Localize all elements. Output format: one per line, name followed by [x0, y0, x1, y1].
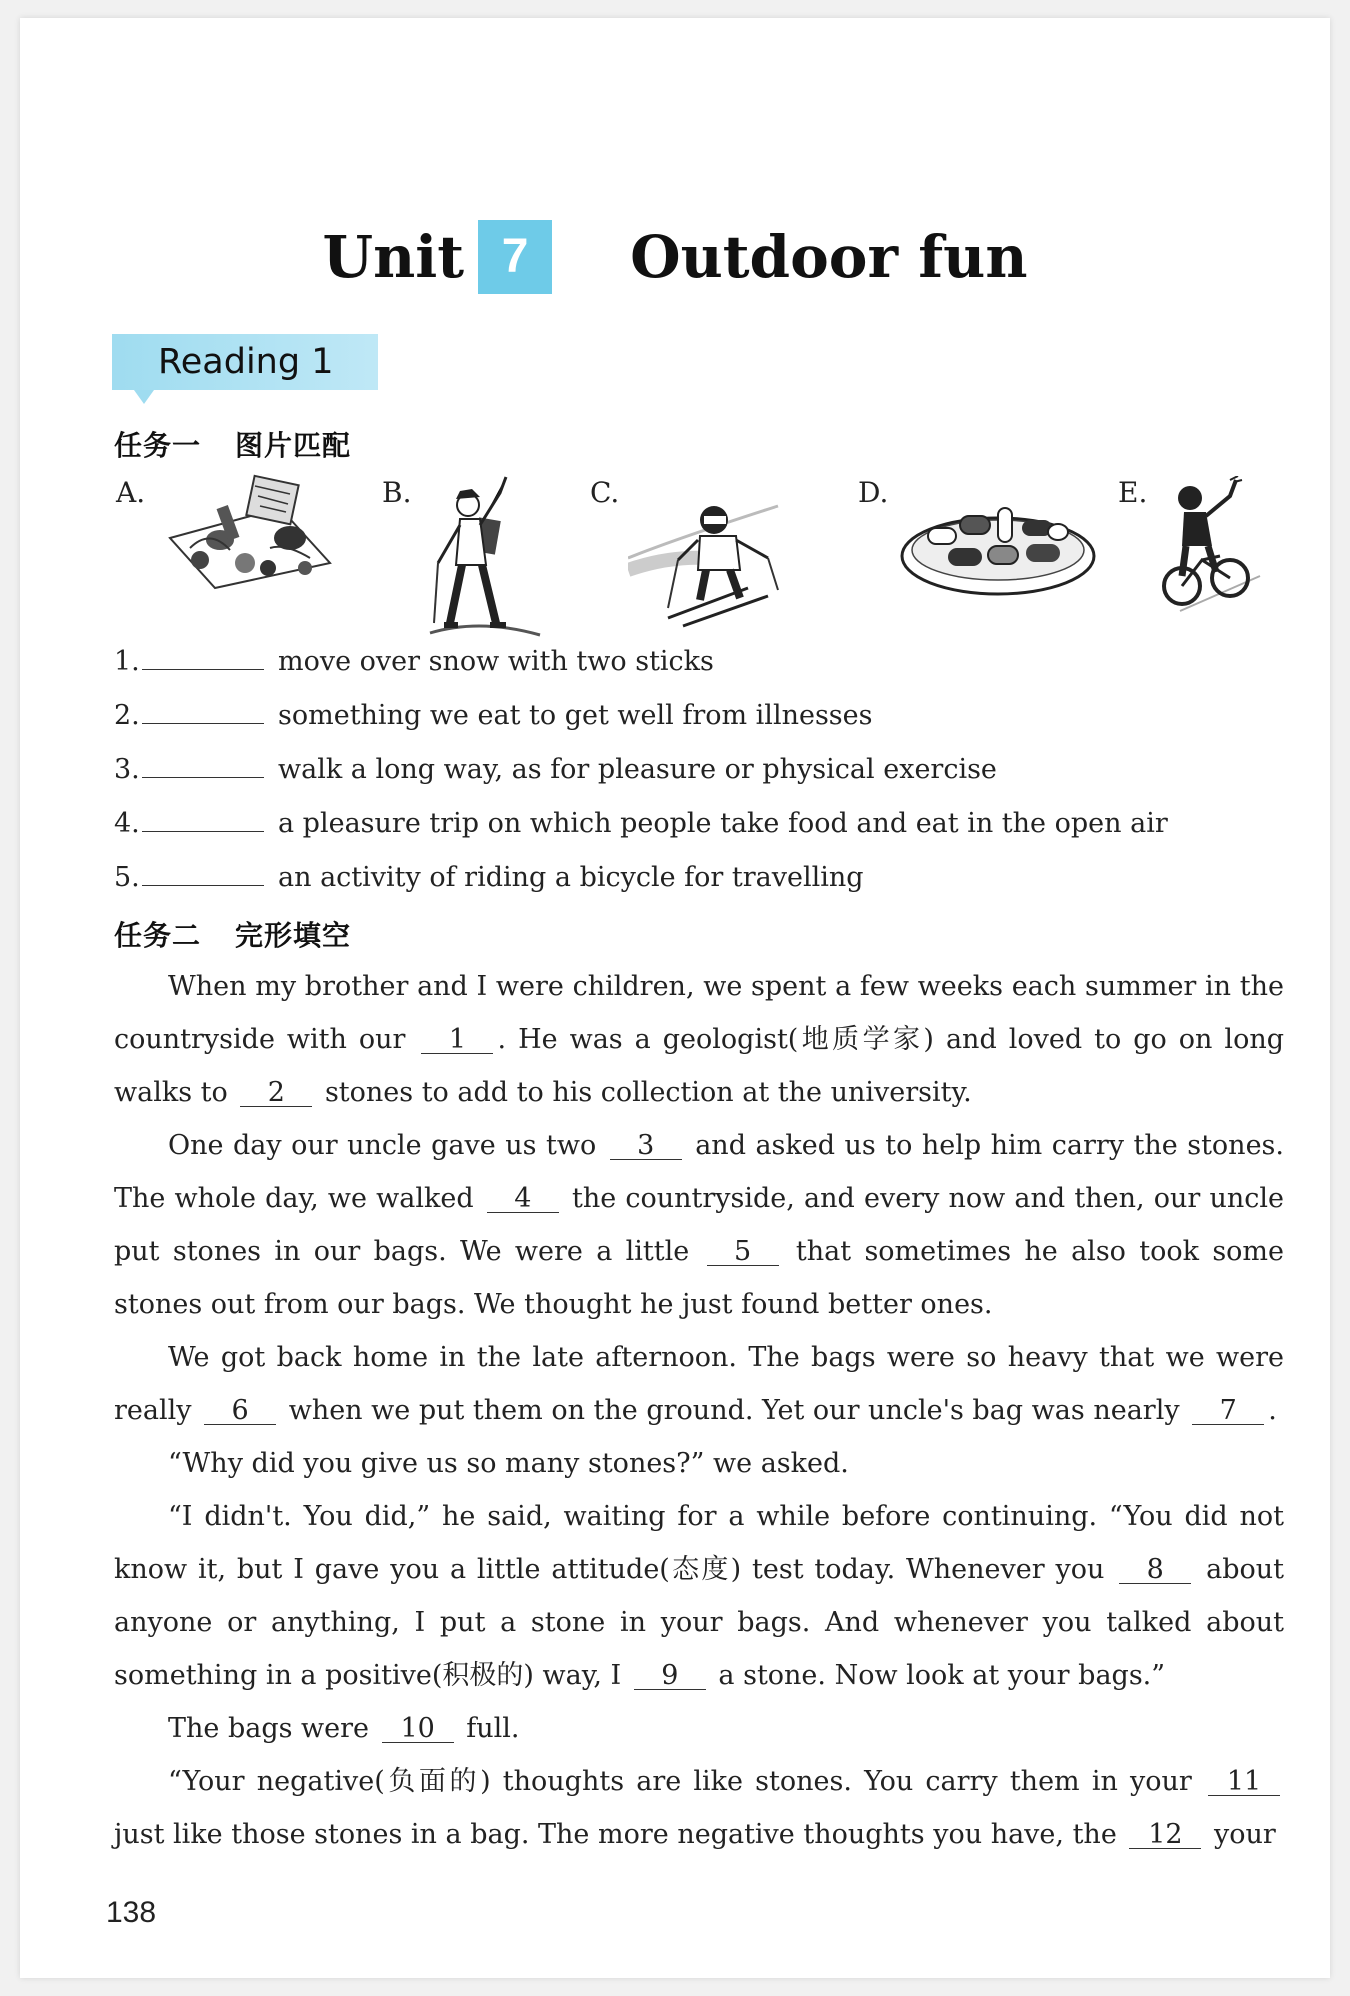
- passage-text: The bags were: [168, 1713, 370, 1744]
- passage-paragraph-2: [114, 1119, 1284, 1331]
- passage-text: about anyone or anything, I put a stone in your bags. And whenever you talked about something in a positive(积极的) way, I: [114, 1554, 1284, 1691]
- passage-text: full.: [466, 1713, 520, 1744]
- cloze-blank-5[interactable]: 5: [707, 1239, 779, 1266]
- cloze-blank-9[interactable]: 9: [634, 1663, 706, 1690]
- passage-text: your: [1213, 1819, 1276, 1850]
- match-text: move over snow with two sticks: [278, 646, 714, 677]
- passage-text: just like those stones in a bag. The more negative thoughts you have, the: [114, 1819, 1117, 1850]
- passage-text: We got back home in the late afternoon. The bags were so heavy that we were really: [114, 1342, 1284, 1426]
- picture-label-b: B.: [382, 476, 412, 509]
- match-item-5: [114, 862, 864, 893]
- skiing-icon: [628, 478, 808, 628]
- match-number: 4.: [114, 808, 140, 839]
- match-number: 5.: [114, 862, 140, 893]
- hiking-icon: [420, 473, 550, 643]
- passage-paragraph-3: [114, 1331, 1284, 1437]
- passage-paragraph-5: [114, 1490, 1284, 1702]
- match-text: something we eat to get well from illnesses: [278, 700, 873, 731]
- reading-tag-label: Reading 1: [158, 342, 334, 382]
- passage-text: the countryside, and every now and then, our uncle put stones in our bags. We were a little: [114, 1183, 1284, 1267]
- cloze-blank-10[interactable]: 10: [382, 1716, 454, 1743]
- passage-text: when we put them on the ground. Yet our uncle's bag was nearly: [288, 1395, 1180, 1426]
- match-item-2: [114, 700, 873, 731]
- task2-label: 任务二: [114, 919, 202, 952]
- passage-text: that sometimes he also took some stones out from our bags. We thought he just found better ones.: [114, 1236, 1285, 1320]
- unit-number-badge: 7: [478, 220, 552, 294]
- passage-text: stones to add to his collection at the university.: [324, 1077, 972, 1108]
- match-text: an activity of riding a bicycle for travelling: [278, 862, 864, 893]
- unit-title: Outdoor fun: [630, 223, 1028, 291]
- task1-heading: [114, 424, 351, 464]
- picture-label-c: C.: [590, 476, 620, 509]
- medicine-icon: [898, 486, 1098, 601]
- task2-heading: [114, 914, 351, 954]
- answer-blank-3[interactable]: [142, 755, 264, 778]
- reading-section-tag: [112, 334, 378, 390]
- match-number: 3.: [114, 754, 140, 785]
- passage-paragraph-7: [114, 1755, 1284, 1861]
- cloze-blank-11[interactable]: 11: [1208, 1769, 1280, 1796]
- passage-paragraph-4: “Why did you give us so many stones?” we asked.: [168, 1448, 849, 1479]
- cloze-blank-3[interactable]: 3: [610, 1133, 682, 1160]
- match-item-1: [114, 646, 714, 677]
- match-text: a pleasure trip on which people take food and eat in the open air: [278, 808, 1168, 839]
- match-item-3: [114, 754, 997, 785]
- passage-text: . He was a geologist(地质学家) and loved to go on long walks to: [114, 1024, 1284, 1108]
- match-text: walk a long way, as for pleasure or physical exercise: [278, 754, 997, 785]
- match-number: 2.: [114, 700, 140, 731]
- task1-label: 任务一: [114, 429, 202, 462]
- cloze-blank-4[interactable]: 4: [487, 1186, 559, 1213]
- match-item-4: [114, 808, 1168, 839]
- answer-blank-2[interactable]: [142, 701, 264, 724]
- picture-label-a: A.: [116, 476, 146, 509]
- cloze-blank-6[interactable]: 6: [204, 1398, 276, 1425]
- passage-paragraph-1: [114, 960, 1284, 1119]
- task2-title: 完形填空: [235, 919, 352, 952]
- picture-label-d: D.: [858, 476, 889, 509]
- passage-text: “I didn't. You did,” he said, waiting for a while before continuing. “You did not know it, but I gave you a little attitude(态度) test today. Whenever you: [114, 1501, 1284, 1585]
- answer-blank-4[interactable]: [142, 809, 264, 832]
- passage-text: .: [1268, 1395, 1277, 1426]
- passage-text: a stone. Now look at your bags.”: [718, 1660, 1166, 1691]
- cloze-blank-8[interactable]: 8: [1119, 1557, 1191, 1584]
- answer-blank-1[interactable]: [142, 647, 264, 670]
- passage-text: When my brother and I were children, we spent a few weeks each summer in the countryside with our: [114, 971, 1284, 1055]
- workbook-page: [20, 18, 1330, 1978]
- cloze-blank-1[interactable]: 1: [421, 1027, 493, 1054]
- passage-text: One day our uncle gave us two: [168, 1130, 597, 1161]
- unit-word: Unit: [322, 223, 465, 291]
- cloze-passage: [114, 960, 1284, 1861]
- unit-heading: [20, 218, 1330, 294]
- cloze-blank-12[interactable]: 12: [1129, 1822, 1201, 1849]
- answer-blank-5[interactable]: [142, 863, 264, 886]
- cloze-blank-7[interactable]: 7: [1192, 1398, 1264, 1425]
- cycling-icon: [1160, 476, 1270, 616]
- picture-label-e: E.: [1118, 476, 1148, 509]
- match-number: 1.: [114, 646, 140, 677]
- cloze-blank-2[interactable]: 2: [240, 1080, 312, 1107]
- page-number: 138: [106, 1896, 157, 1929]
- passage-text: “Your negative(负面的) thoughts are like stones. You carry them in your: [168, 1766, 1192, 1797]
- task1-title: 图片匹配: [235, 429, 352, 462]
- picnic-icon: [160, 468, 335, 593]
- passage-paragraph-6: [114, 1702, 1284, 1755]
- passage-text: and asked us to help him carry the stones. The whole day, we walked: [114, 1130, 1284, 1214]
